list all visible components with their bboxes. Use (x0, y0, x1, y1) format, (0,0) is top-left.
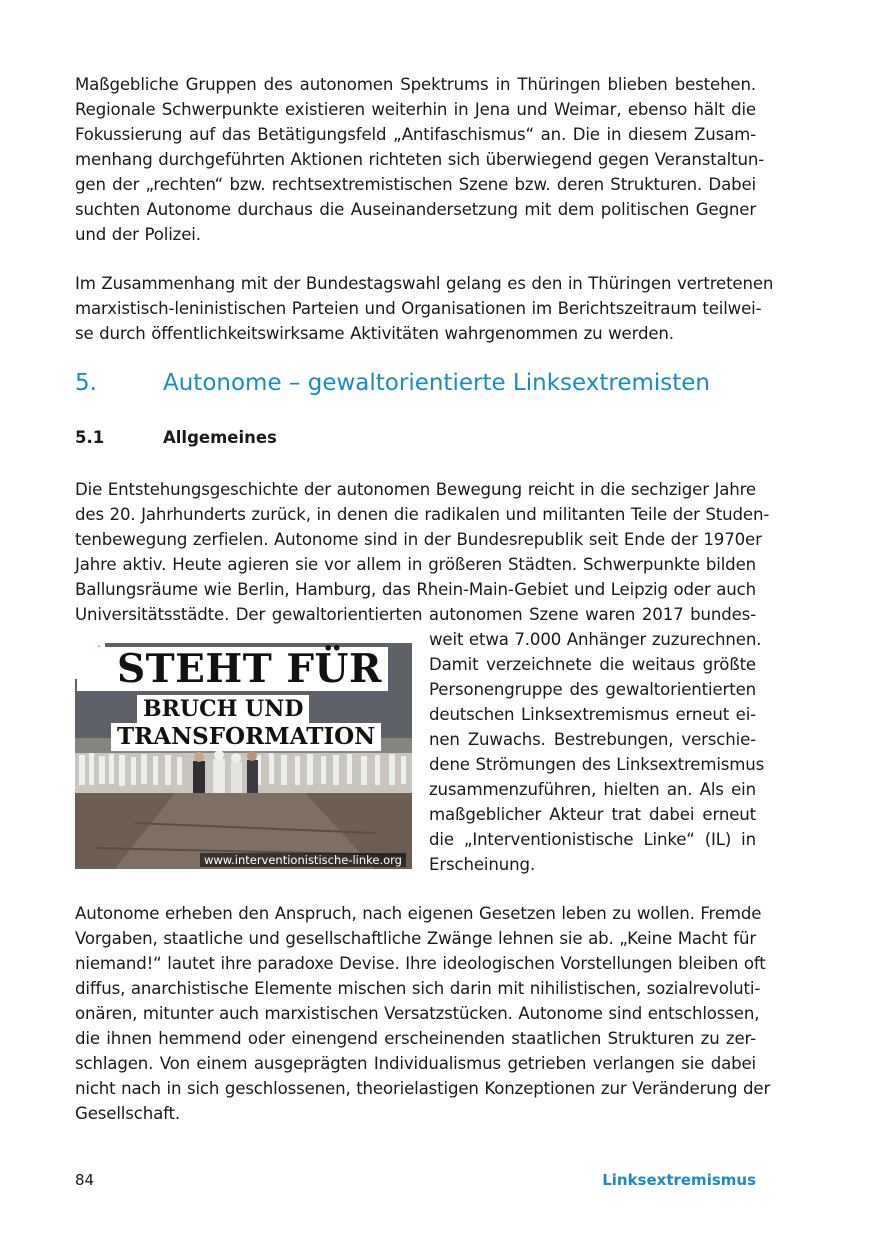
text-line: die „Interventionistische Linke“ (IL) in (429, 830, 756, 849)
text-line: se durch öffentlichkeitswirksame Aktivitäten wahrgenommen zu werden. (75, 324, 674, 343)
text-line: Jahre aktiv. Heute agieren sie vor allem in größeren Städten. Schwerpunkte bilden (75, 555, 756, 574)
text-line: deutschen Linksextremismus erneut ei- (429, 705, 756, 724)
text-line: Personengruppe des gewaltorientierten (429, 680, 756, 699)
text-line: gen der „rechten“ bzw. rechtsextremistischen Szene bzw. deren Strukturen. Dabei (75, 175, 756, 194)
paragraph-3 (75, 477, 770, 627)
text-line: tenbewegung zerfielen. Autonome sind in der Bundesrepublik seit Ende der 1970er (75, 530, 762, 549)
text-line: Regionale Schwerpunkte existieren weiterhin in Jena und Weimar, ebenso hält die (75, 100, 756, 119)
poster-subline-1: BRUCH UND (137, 695, 309, 723)
text-line: nen Zuwachs. Bestrebungen, verschie- (429, 730, 756, 749)
text-line: weit etwa 7.000 Anhänger zuzurechnen. (429, 630, 762, 649)
text-line: maßgeblicher Akteur trat dabei erneut (429, 805, 756, 824)
text-line: die ihnen hemmend oder einengend erscheinenden staatlichen Strukturen zu zer- (75, 1029, 756, 1048)
paragraph-4 (75, 901, 771, 1126)
text-line: Ballungsräume wie Berlin, Hamburg, das Rhein-Main-Gebiet und Leipzig oder auch (75, 580, 756, 599)
poster-subline-2: TRANSFORMATION (111, 723, 381, 751)
text-line: Autonome erheben den Anspruch, nach eigenen Gesetzen leben zu wollen. Fremde (75, 904, 762, 923)
subsection-heading (75, 428, 277, 447)
text-line: schlagen. Von einem ausgeprägten Individualismus getrieben verlangen sie dabei (75, 1054, 756, 1073)
text-line: onären, mitunter auch marxistischen Versatzstücken. Autonome sind entschlossen, (75, 1004, 760, 1023)
subsection-title: Allgemeines (163, 428, 277, 447)
text-line: Damit verzeichnete die weitaus größte (429, 655, 756, 674)
text-line: des 20. Jahrhunderts zurück, in denen die radikalen und militanten Teile der Studen- (75, 505, 770, 524)
section-title: Autonome – gewaltorientierte Linksextremisten (163, 370, 711, 396)
text-line: Universitätsstädte. Der gewaltorientierten autonomen Szene waren 2017 bundes- (75, 605, 756, 624)
text-line: Gesellschaft. (75, 1104, 180, 1123)
text-line: niemand!“ lautet ihre paradoxe Devise. Ihre ideologischen Vorstellungen bleiben oft (75, 954, 766, 973)
text-line: Vorgaben, staatliche und gesellschaftliche Zwänge lehnen sie ab. „Keine Macht für (75, 929, 756, 948)
text-line: Im Zusammenhang mit der Bundestagswahl gelang es den in Thüringen vertretenen (75, 274, 774, 293)
text-line: Die Entstehungsgeschichte der autonomen Bewegung reicht in die sechziger Jahre (75, 480, 756, 499)
text-line: Erscheinung. (429, 855, 535, 874)
page-number: 84 (75, 1171, 95, 1189)
text-line: menhang durchgeführten Aktionen richteten sich überwiegend gegen Veranstaltun- (75, 150, 765, 169)
poster-headline: STEHT FÜR (77, 647, 388, 691)
section-number: 5. (75, 370, 97, 396)
text-line: zusammenzuführen, hielten an. Als ein (429, 780, 756, 799)
photo-credit-url: www.interventionistische-linke.org (200, 853, 406, 867)
text-line: Fokussierung auf das Betätigungsfeld „Antifaschismus“ an. Die in diesem Zusam- (75, 125, 756, 144)
paragraph-2 (75, 271, 774, 346)
chapter-title: Linksextremismus (602, 1171, 756, 1189)
text-line: und der Polizei. (75, 225, 201, 244)
text-line: nicht nach in sich geschlossenen, theorielastigen Konzeptionen zur Veränderung der (75, 1079, 771, 1098)
paragraph-1 (75, 72, 765, 247)
text-line: diffus, anarchistische Elemente mischen sich darin mit nihilistischen, sozialrevoluti- (75, 979, 761, 998)
text-line: marxistisch-leninistischen Parteien und Organisationen im Berichtszeitraum teilwei- (75, 299, 762, 318)
section-heading (75, 370, 710, 396)
text-line: suchten Autonome durchaus die Auseinandersetzung mit dem politischen Gegner (75, 200, 756, 219)
text-line: Maßgebliche Gruppen des autonomen Spektrums in Thüringen blieben bestehen. (75, 75, 756, 94)
paragraph-3-wrap (429, 627, 765, 877)
subsection-number: 5.1 (75, 428, 105, 447)
protest-photo (75, 643, 412, 869)
text-line: dene Strömungen des Linksextremismus (429, 755, 765, 774)
